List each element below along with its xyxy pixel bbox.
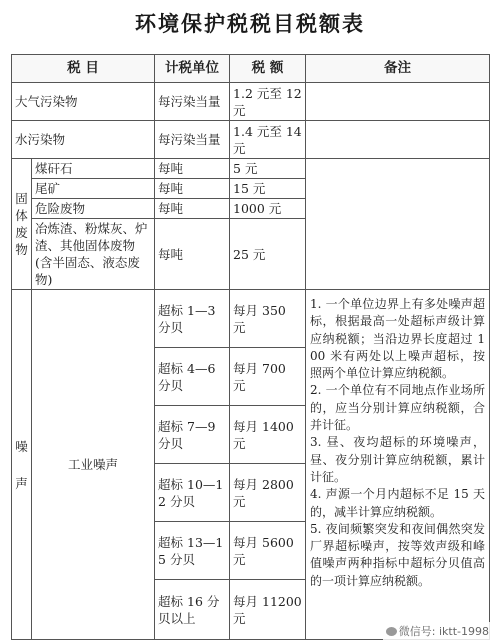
note-item: 4. 声源一个月内超标不足 15 天的，减半计算应纳税额。 — [310, 487, 486, 519]
air-unit: 每污染当量 — [155, 83, 230, 121]
table-row-solid-1 — [12, 159, 490, 179]
solid-item: 危险废物 — [32, 199, 155, 219]
header-amount: 税 额 — [230, 55, 306, 83]
water-amount: 1.4 元至 14 元 — [230, 121, 306, 159]
noise-amount: 每月 11200 元 — [230, 580, 306, 640]
noise-amount: 每月 700 元 — [230, 348, 306, 406]
noise-amount: 每月 1400 元 — [230, 406, 306, 464]
table-header-row — [12, 55, 490, 83]
solid-amount: 5 元 — [230, 159, 306, 179]
air-amount: 1.2 元至 12 元 — [230, 83, 306, 121]
noise-notes — [306, 290, 490, 640]
page-title: 环境保护税税目税额表 — [135, 11, 365, 36]
noise-unit: 超标 10—12 分贝 — [155, 464, 230, 522]
solid-unit: 每吨 — [155, 159, 230, 179]
solid-waste-label: 固 体 废 物 — [12, 159, 32, 290]
note-item: 2. 一个单位有不同地点作业场所的，应当分别计算应纳税额，合并计征。 — [310, 383, 486, 433]
note-item: 5. 夜间频繁突发和夜间偶然突发厂界超标噪声，按等效声级和峰值噪声两种指标中超标分贝值高的一项计算应纳税额。 — [310, 521, 486, 588]
solid-note — [306, 159, 490, 290]
wechat-icon — [386, 627, 397, 636]
air-item: 大气污染物 — [12, 83, 155, 121]
noise-amount: 每月 350 元 — [230, 290, 306, 348]
solid-unit: 每吨 — [155, 199, 230, 219]
solid-unit: 每吨 — [155, 179, 230, 199]
noise-unit: 超标 1—3 分贝 — [155, 290, 230, 348]
noise-unit: 超标 16 分贝以上 — [155, 580, 230, 640]
solid-amount: 25 元 — [230, 219, 306, 290]
note-item: 3. 昼、夜均超标的环境噪声，昼、夜分别计算应纳税额，累计计征。 — [310, 435, 486, 484]
noise-unit: 超标 7—9 分贝 — [155, 406, 230, 464]
noise-unit: 超标 13—15 分贝 — [155, 522, 230, 580]
solid-unit: 每吨 — [155, 219, 230, 290]
solid-amount: 1000 元 — [230, 199, 306, 219]
tax-table — [11, 54, 490, 640]
water-item: 水污染物 — [12, 121, 155, 159]
water-unit: 每污染当量 — [155, 121, 230, 159]
table-row-water — [12, 121, 490, 159]
air-note — [306, 83, 490, 121]
header-unit: 计税单位 — [155, 55, 230, 83]
note-item: 1. 一个单位边界上有多处噪声超标，根据最高一处超标声级计算应纳税额；当沿边界长度超过 100 米有两处以上噪声超标，按照两个单位计算应纳税额。 — [310, 297, 486, 381]
noise-unit: 超标 4—6 分贝 — [155, 348, 230, 406]
watermark: 微信号: iktt-1998 — [383, 622, 492, 640]
noise-amount: 每月 5600 元 — [230, 522, 306, 580]
noise-subcategory: 工业噪声 — [32, 290, 155, 640]
solid-item: 尾矿 — [32, 179, 155, 199]
solid-amount: 15 元 — [230, 179, 306, 199]
water-note — [306, 121, 490, 159]
noise-amount: 每月 2800 元 — [230, 464, 306, 522]
noise-label: 噪 声 — [12, 290, 32, 640]
solid-item: 煤矸石 — [32, 159, 155, 179]
table-row-noise-1 — [12, 290, 490, 348]
table-row-air — [12, 83, 490, 121]
header-item: 税 目 — [12, 55, 155, 83]
header-note: 备注 — [306, 55, 490, 83]
solid-item: 冶炼渣、粉煤灰、炉渣、其他固体废物(含半固态、液态废物) — [32, 219, 155, 290]
